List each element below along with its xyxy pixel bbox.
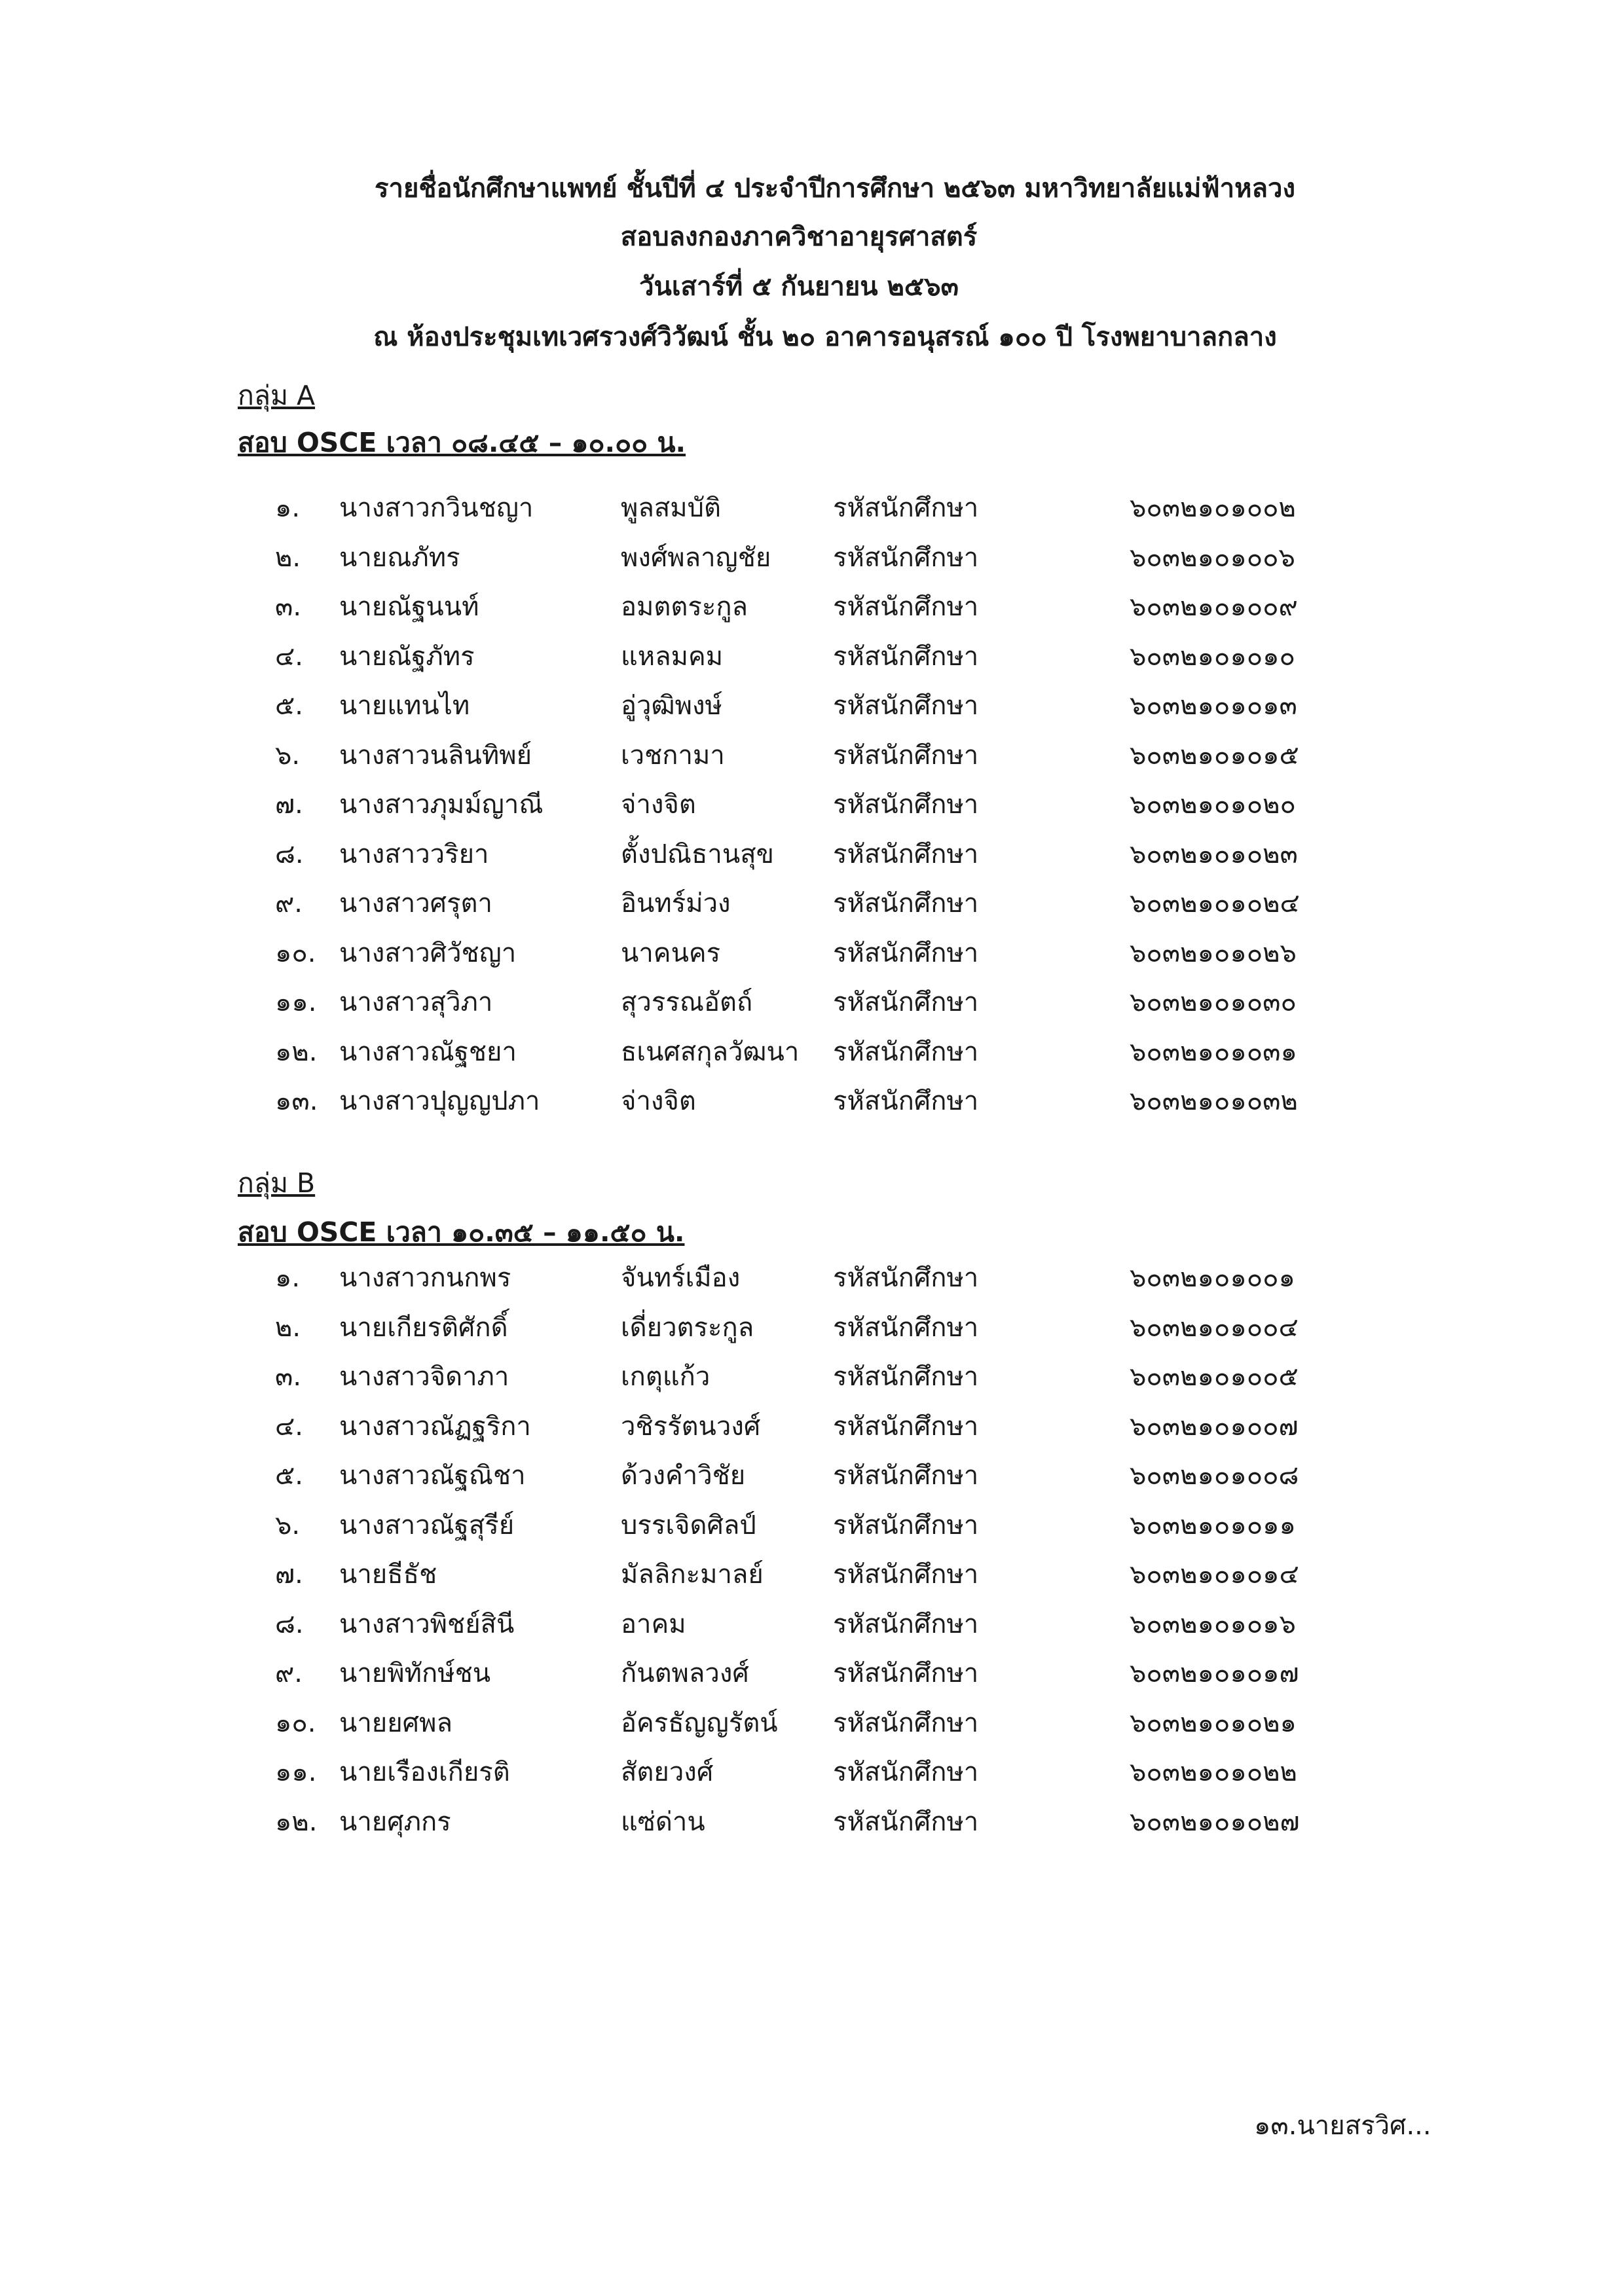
student-surname: แหลมคม — [621, 641, 724, 672]
student-name: นายณภัทร — [339, 542, 460, 573]
student-id: ๖๐๓๒๑๐๑๐๑๖ — [1130, 1609, 1296, 1639]
student-id: ๖๐๓๒๑๐๑๐๐๙ — [1130, 592, 1298, 622]
student-id-label: รหัสนักศึกษา — [833, 641, 979, 672]
student-name: นายพิทักษ์ชน — [339, 1658, 491, 1688]
student-id-label: รหัสนักศึกษา — [833, 1461, 979, 1491]
group-a-exam-time: สอบ OSCE เวลา ๐๘.๔๕ – ๑๐.๐๐ น. — [238, 427, 686, 458]
student-surname: พูลสมบัติ — [621, 493, 722, 523]
student-number: ๗. — [275, 1559, 303, 1590]
student-number: ๗. — [275, 790, 303, 820]
student-id-label: รหัสนักศึกษา — [833, 1312, 979, 1343]
student-id-label: รหัสนักศึกษา — [833, 1411, 979, 1442]
student-id-label: รหัสนักศึกษา — [833, 1609, 979, 1639]
student-id-label: รหัสนักศึกษา — [833, 938, 979, 968]
student-number: ๑๒. — [275, 1036, 318, 1067]
student-id-label: รหัสนักศึกษา — [833, 790, 979, 820]
student-row — [0, 740, 1624, 789]
student-surname: อู่วุฒิพงษ์ — [621, 691, 722, 721]
student-row — [0, 1036, 1624, 1085]
student-id: ๖๐๓๒๑๐๑๐๓๒ — [1130, 1086, 1298, 1116]
student-number: ๖. — [275, 740, 301, 771]
student-row — [0, 1757, 1624, 1806]
student-number: ๑๐. — [275, 1707, 316, 1738]
student-number: ๕. — [275, 1461, 303, 1491]
student-number: ๒. — [275, 1312, 301, 1343]
student-id: ๖๐๓๒๑๐๑๐๑๕ — [1130, 740, 1299, 771]
student-id: ๖๐๓๒๑๐๑๐๐๕ — [1130, 1362, 1299, 1392]
student-id: ๖๐๓๒๑๐๑๐๑๔ — [1130, 1559, 1299, 1590]
student-surname: บรรเจิดศิลป์ — [621, 1510, 756, 1540]
student-id-label: รหัสนักศึกษา — [833, 1263, 979, 1293]
student-row — [0, 1707, 1624, 1757]
student-number: ๑. — [275, 1263, 301, 1293]
student-name: นางสาวนลินทิพย์ — [339, 740, 532, 771]
student-name: นายศุภกร — [339, 1806, 451, 1837]
student-row — [0, 1658, 1624, 1707]
student-number: ๙. — [275, 1658, 303, 1688]
student-name: นายธีธัช — [339, 1559, 437, 1590]
student-id: ๖๐๓๒๑๐๑๐๒๓ — [1130, 839, 1298, 869]
student-name: นางสาวณัฏฐริกา — [339, 1411, 531, 1442]
student-number: ๑๐. — [275, 938, 316, 968]
student-name: นางสาวศิวัชญา — [339, 938, 517, 968]
student-number: ๓. — [275, 1362, 302, 1392]
student-surname: อินทร์ม่วง — [621, 888, 731, 919]
student-id: ๖๐๓๒๑๐๑๐๒๒ — [1130, 1757, 1297, 1787]
continuation-note: ๑๓.นายสรวิศ... — [1254, 2111, 1431, 2141]
student-row — [0, 591, 1624, 640]
student-name: นางสาวภุมม์ญาณี — [339, 790, 544, 820]
group-b-exam-time: สอบ OSCE เวลา ๑๐.๓๕ – ๑๑.๕๐ น. — [238, 1216, 685, 1248]
student-row — [0, 987, 1624, 1036]
student-id-label: รหัสนักศึกษา — [833, 1086, 979, 1116]
student-row — [0, 888, 1624, 937]
student-row — [0, 1510, 1624, 1559]
student-id: ๖๐๓๒๑๐๑๐๓๐ — [1130, 987, 1297, 1017]
student-id: ๖๐๓๒๑๐๑๐๑๐ — [1130, 641, 1295, 672]
student-number: ๑๑. — [275, 1757, 317, 1787]
student-id: ๖๐๓๒๑๐๑๐๒๑ — [1130, 1707, 1297, 1738]
student-id-label: รหัสนักศึกษา — [833, 1757, 979, 1787]
student-id-label: รหัสนักศึกษา — [833, 1707, 979, 1738]
student-surname: เกตุแก้ว — [621, 1362, 710, 1392]
student-id: ๖๐๓๒๑๐๑๐๐๗ — [1130, 1411, 1299, 1442]
student-number: ๘. — [275, 839, 304, 869]
student-name: นายเรืองเกียรติ — [339, 1757, 510, 1787]
student-name: นายณัฐภัทร — [339, 641, 475, 672]
student-number: ๑๒. — [275, 1806, 318, 1837]
student-id-label: รหัสนักศึกษา — [833, 1510, 979, 1540]
student-row — [0, 938, 1624, 987]
student-id: ๖๐๓๒๑๐๑๐๑๗ — [1130, 1658, 1299, 1688]
student-surname: มัลลิกะมาลย์ — [621, 1559, 764, 1590]
student-name: นางสาวพิชย์สินี — [339, 1609, 515, 1639]
student-name: นางสาวปุญญปภา — [339, 1086, 540, 1116]
student-id: ๖๐๓๒๑๐๑๐๐๒ — [1130, 493, 1296, 523]
student-id-label: รหัสนักศึกษา — [833, 1362, 979, 1392]
student-name: นายแทนไท — [339, 691, 470, 721]
student-id: ๖๐๓๒๑๐๑๐๐๔ — [1130, 1312, 1299, 1343]
student-name: นางสาวสุวิภา — [339, 987, 493, 1017]
student-name: นางสาวศรุตา — [339, 888, 492, 919]
student-surname: ตั้งปณิธานสุข — [621, 839, 774, 869]
student-surname: อัครธัญญรัตน์ — [621, 1707, 778, 1738]
student-name: นางสาวณัฐชยา — [339, 1036, 517, 1067]
student-name: นางสาวณัฐสุรีย์ — [339, 1510, 515, 1540]
student-id-label: รหัสนักศึกษา — [833, 542, 979, 573]
student-id-label: รหัสนักศึกษา — [833, 740, 979, 771]
student-id-label: รหัสนักศึกษา — [833, 1658, 979, 1688]
student-row — [0, 1460, 1624, 1509]
student-surname: จันทร์เมือง — [621, 1263, 741, 1293]
student-id-label: รหัสนักศึกษา — [833, 839, 979, 869]
student-row — [0, 1806, 1624, 1855]
exam-venue: ณ ห้องประชุมเทเวศรวงศ์วิวัฒน์ ชั้น ๒๐ อาคารอนุสรณ์ ๑๐๐ ปี โรงพยาบาลกลาง — [373, 322, 1277, 352]
student-id: ๖๐๓๒๑๐๑๐๒๖ — [1130, 938, 1297, 968]
student-number: ๑๑. — [275, 987, 317, 1017]
student-surname: เวชกามา — [621, 740, 725, 771]
student-row — [0, 839, 1624, 888]
student-number: ๔. — [275, 641, 303, 672]
student-surname: อาคม — [621, 1609, 686, 1639]
student-number: ๑. — [275, 493, 301, 523]
student-id: ๖๐๓๒๑๐๑๐๒๗ — [1130, 1806, 1300, 1837]
student-surname: ด้วงคำวิชัย — [621, 1461, 746, 1491]
student-number: ๕. — [275, 691, 303, 721]
exam-date: วันเสาร์ที่ ๕ กันยายน ๒๕๖๓ — [639, 272, 959, 302]
student-id-label: รหัสนักศึกษา — [833, 987, 979, 1017]
student-id: ๖๐๓๒๑๐๑๐๑๓ — [1130, 691, 1297, 721]
student-row — [0, 1411, 1624, 1460]
student-id: ๖๐๓๒๑๐๑๐๑๑ — [1130, 1510, 1296, 1540]
document-title: รายชื่อนักศึกษาแพทย์ ชั้นปีที่ ๔ ประจำปีการศึกษา ๒๕๖๓ มหาวิทยาลัยแม่ฟ้าหลวง — [375, 173, 1295, 204]
student-id-label: รหัสนักศึกษา — [833, 1806, 979, 1837]
student-number: ๔. — [275, 1411, 303, 1442]
student-id-label: รหัสนักศึกษา — [833, 1559, 979, 1590]
student-surname: จ่างจิต — [621, 1086, 696, 1116]
group-a-title: กลุ่ม A — [238, 380, 316, 411]
student-name: นางสาวกนกพร — [339, 1263, 511, 1293]
student-id: ๖๐๓๒๑๐๑๐๒๔ — [1130, 888, 1300, 919]
student-surname: สัตยวงศ์ — [621, 1757, 714, 1787]
student-surname: อมตตระกูล — [621, 592, 748, 622]
student-row — [0, 1361, 1624, 1410]
student-surname: พงศ์พลาญชัย — [621, 542, 771, 573]
student-row — [0, 1262, 1624, 1311]
student-number: ๓. — [275, 592, 302, 622]
student-row — [0, 789, 1624, 838]
student-name: นายยศพล — [339, 1707, 452, 1738]
department-title: สอบลงกองภาควิชาอายุรศาสตร์ — [620, 222, 978, 252]
student-id: ๖๐๓๒๑๐๑๐๐๘ — [1130, 1461, 1299, 1491]
student-surname: นาคนคร — [621, 938, 721, 968]
student-id: ๖๐๓๒๑๐๑๐๐๖ — [1130, 542, 1295, 573]
student-row — [0, 690, 1624, 739]
student-row — [0, 1085, 1624, 1135]
student-name: นางสาววริยา — [339, 839, 489, 869]
student-row — [0, 1609, 1624, 1658]
group-b-title: กลุ่ม B — [238, 1167, 316, 1199]
student-surname: เดี่ยวตระกูล — [621, 1312, 754, 1343]
student-surname: วชิรรัตนวงศ์ — [621, 1411, 761, 1442]
student-id-label: รหัสนักศึกษา — [833, 493, 979, 523]
student-number: ๑๓. — [275, 1086, 318, 1116]
student-id: ๖๐๓๒๑๐๑๐๐๑ — [1130, 1263, 1295, 1293]
student-row — [0, 1559, 1624, 1608]
student-row — [0, 1312, 1624, 1361]
student-name: นางสาวกวินชญา — [339, 493, 534, 523]
student-id-label: รหัสนักศึกษา — [833, 888, 979, 919]
student-row — [0, 641, 1624, 690]
student-surname: แซ่ด่าน — [621, 1806, 705, 1837]
student-name: นางสาวจิดาภา — [339, 1362, 509, 1392]
student-surname: สุวรรณอัตถ์ — [621, 987, 753, 1017]
student-id-label: รหัสนักศึกษา — [833, 592, 979, 622]
student-number: ๖. — [275, 1510, 301, 1540]
student-surname: ธเนศสกุลวัฒนา — [621, 1036, 800, 1067]
student-row — [0, 542, 1624, 591]
student-name: นางสาวณัฐณิชา — [339, 1461, 526, 1491]
student-number: ๙. — [275, 888, 303, 919]
student-surname: จ่างจิต — [621, 790, 696, 820]
student-number: ๒. — [275, 542, 301, 573]
student-id: ๖๐๓๒๑๐๑๐๓๑ — [1130, 1036, 1297, 1067]
student-name: นายณัฐนนท์ — [339, 592, 479, 622]
student-surname: กันตพลวงศ์ — [621, 1658, 749, 1688]
student-name: นายเกียรติศักดิ์ — [339, 1312, 508, 1343]
student-id-label: รหัสนักศึกษา — [833, 1036, 979, 1067]
student-number: ๘. — [275, 1609, 304, 1639]
student-id: ๖๐๓๒๑๐๑๐๒๐ — [1130, 790, 1296, 820]
student-id-label: รหัสนักศึกษา — [833, 691, 979, 721]
student-row — [0, 492, 1624, 541]
